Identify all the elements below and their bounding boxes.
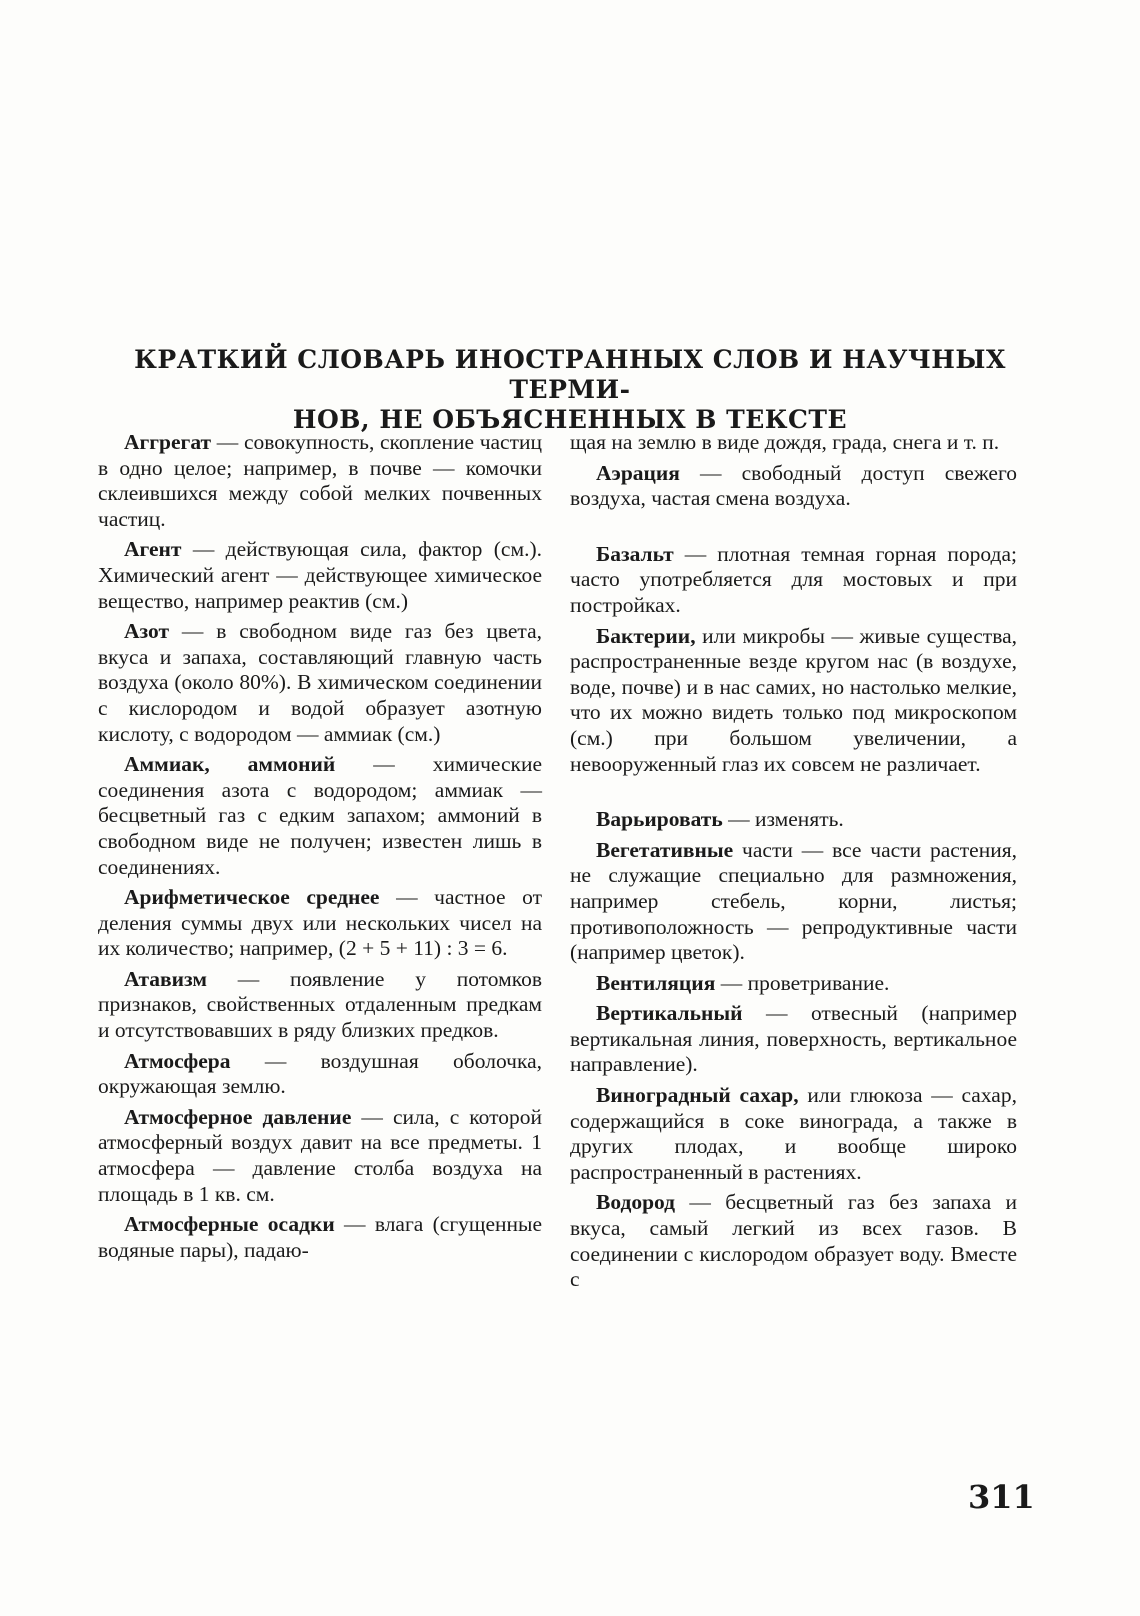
- entry-definition: — изменять.: [722, 807, 844, 832]
- entry-definition: — появление у потомков признаков, свойственных отдаленным предкам и отсутствовавших в ряду близких предков.: [98, 966, 542, 1043]
- dictionary-entry: [570, 1190, 1017, 1292]
- dictionary-entry: [570, 542, 1017, 619]
- entry-term: Аммиак, аммоний: [124, 752, 336, 777]
- dictionary-entry: [570, 1001, 1017, 1078]
- page-title-line-1: КРАТКИЙ СЛОВАРЬ ИНОСТРАННЫХ СЛОВ И НАУЧНЫХ ТЕРМИ-: [134, 345, 1006, 404]
- page-title: [90, 345, 1050, 435]
- entry-definition: — совокупность, скопление частиц в одно целое; например, в почве — комочки склеившихся между собой мелких почвенных частиц.: [98, 430, 542, 531]
- entry-term: Вегетативные: [596, 837, 734, 862]
- entry-term: Водород: [596, 1190, 676, 1215]
- entry-term: Атавизм: [124, 966, 208, 991]
- entry-definition: — химические соединения азота с водородом; аммиак — бесцветный газ с едким запахом; аммоний в свободном виде не получен; известен лишь в соединениях.: [98, 752, 542, 879]
- entry-definition: — бесцветный газ без запаха и вкуса, самый легкий из всех газов. В соединении с кислородом образует воду. Вместе с: [570, 1190, 1017, 1292]
- entry-term: Азот: [124, 619, 170, 644]
- dictionary-entry: [98, 967, 542, 1044]
- entry-term: Виноградный сахар,: [596, 1083, 799, 1108]
- entry-term: Вентиляция: [596, 970, 716, 995]
- entry-term: Атмосфера: [124, 1048, 231, 1073]
- dictionary-entry: [570, 461, 1017, 512]
- entry-definition: — в свободном виде газ без цвета, вкуса и запаха, составляющий главную часть воздуха (около 80%). В химическом соединении с кислородом и водой образует азотную кислоту, с водородом — аммиак (см.): [98, 619, 542, 746]
- entry-definition: — сила, с которой атмосферный воздух давит на все предметы. 1 атмосфера — давление столба воздуха на площадь в 1 кв. см.: [98, 1104, 542, 1206]
- dictionary-entry: [98, 537, 542, 614]
- right-column: [570, 430, 1017, 1298]
- entry-term: Атмосферные осадки: [124, 1212, 335, 1237]
- entry-definition: или глюкоза — сахар, содержащийся в соке винограда, а также в других плодах, и вообще широко распространенный в растениях.: [570, 1083, 1017, 1184]
- entry-term: Аэрация: [596, 460, 680, 485]
- entry-definition: — проветривание.: [715, 970, 890, 995]
- dictionary-entry: [98, 1105, 542, 1207]
- dictionary-entry: [98, 752, 542, 880]
- dictionary-entry: [98, 1212, 542, 1263]
- dictionary-entry-continuation: [570, 430, 1017, 456]
- entry-definition: части — все части растения, не служащие специально для размножения, например стебель, корни, листья; противоположность — репродуктивные части (например цветок).: [570, 837, 1017, 965]
- dictionary-entry: [570, 807, 1017, 833]
- dictionary-entry: [570, 971, 1017, 997]
- entry-term: Аггрегат: [124, 430, 212, 454]
- entry-definition: — влага (сгущенные водяные пары), падаю-: [98, 1212, 542, 1262]
- entry-term: Вертикальный: [596, 1001, 743, 1026]
- entry-definition: — свободный доступ свежего воздуха, частая смена воздуха.: [570, 460, 1017, 511]
- entry-term: Атмосферное давление: [124, 1104, 352, 1129]
- page-number: 311: [968, 1478, 1035, 1516]
- entry-definition: — частное от деления суммы двух или нескольких чисел на их количество; например, (2 + 5 + 11) : 3 = 6.: [98, 885, 542, 961]
- entry-definition: — плотная темная горная порода; часто употребляется для мостовых и при постройках.: [570, 541, 1017, 617]
- entry-definition: или микробы — живые существа, распространенные везде кругом нас (в воздухе, воде, почве) и в нас самих, но настолько мелкие, что их можно видеть только под микроскопом (см.) при большом увеличении, а невооруженный глаз их совсем не различает.: [570, 623, 1017, 776]
- entry-definition: — отвесный (например вертикальная линия, поверхность, вертикальное направление).: [570, 1001, 1017, 1077]
- entry-definition: щая на землю в виде дождя, града, снега и т. п.: [570, 430, 1000, 454]
- dictionary-entry: [570, 624, 1017, 778]
- entry-term: Бактерии,: [596, 623, 696, 648]
- entry-term: Варьировать: [596, 807, 723, 832]
- dictionary-entry: [98, 430, 542, 532]
- dictionary-entry: [98, 1049, 542, 1100]
- entry-definition: — действующая сила, фактор (см.). Химический агент — действующее химическое вещество, например реактив (см.): [98, 537, 542, 613]
- dictionary-entry: [570, 1083, 1017, 1185]
- entry-term: Арифметическое среднее: [124, 885, 380, 910]
- dictionary-entry: [98, 885, 542, 962]
- entry-term: Агент: [124, 537, 182, 562]
- dictionary-entry: [570, 838, 1017, 966]
- entry-term: Базальт: [596, 541, 674, 566]
- left-column: [98, 430, 542, 1268]
- page-title-line-2: НОВ, НЕ ОБЪЯСНЕННЫХ В ТЕКСТЕ: [292, 405, 848, 434]
- dictionary-entry: [98, 619, 542, 747]
- entry-definition: — воздушная оболочка, окружающая землю.: [98, 1048, 542, 1099]
